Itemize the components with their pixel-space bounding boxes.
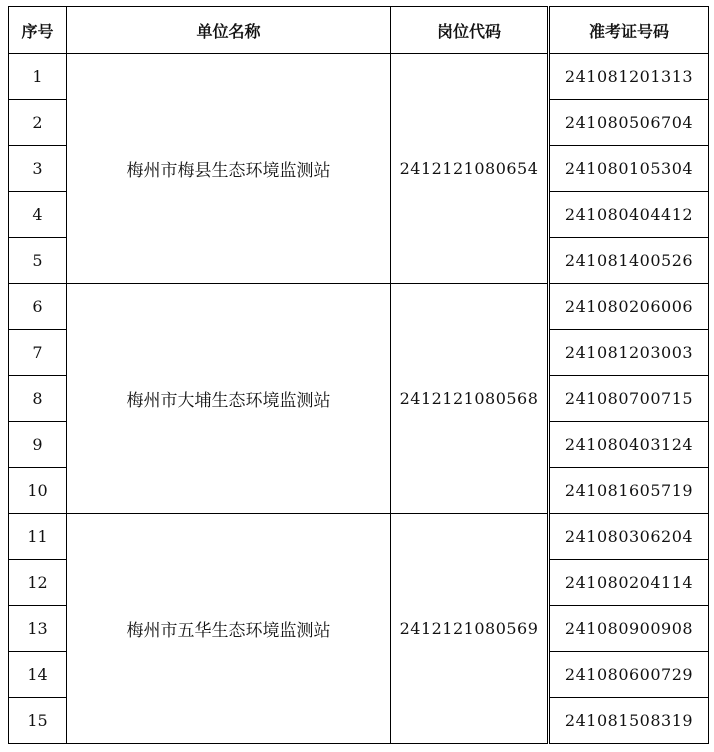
row-number: 13 [9, 606, 67, 652]
row-number: 3 [9, 146, 67, 192]
row-number: 12 [9, 560, 67, 606]
row-number: 6 [9, 284, 67, 330]
ticket-number: 241080900908 [549, 606, 709, 652]
ticket-number: 241081203003 [549, 330, 709, 376]
ticket-number: 241080700715 [549, 376, 709, 422]
ticket-number: 241080204114 [549, 560, 709, 606]
header-unit: 单位名称 [67, 7, 391, 54]
ticket-number: 241080206006 [549, 284, 709, 330]
row-number: 8 [9, 376, 67, 422]
header-ticket: 准考证号码 [549, 7, 709, 54]
ticket-number: 241081508319 [549, 698, 709, 744]
row-number: 4 [9, 192, 67, 238]
ticket-number: 241080404412 [549, 192, 709, 238]
row-number: 2 [9, 100, 67, 146]
row-number: 7 [9, 330, 67, 376]
unit-name: 梅州市梅县生态环境监测站 [67, 54, 391, 284]
ticket-number: 241080306204 [549, 514, 709, 560]
row-number: 14 [9, 652, 67, 698]
position-code: 2412121080569 [391, 514, 549, 744]
header-code: 岗位代码 [391, 7, 549, 54]
row-number: 9 [9, 422, 67, 468]
ticket-number: 241080105304 [549, 146, 709, 192]
table-row [9, 514, 709, 560]
row-number: 1 [9, 54, 67, 100]
position-code: 2412121080568 [391, 284, 549, 514]
unit-name: 梅州市五华生态环境监测站 [67, 514, 391, 744]
table-row [9, 54, 709, 100]
table-row [9, 284, 709, 330]
ticket-number: 241080600729 [549, 652, 709, 698]
header-row [9, 7, 709, 54]
row-number: 5 [9, 238, 67, 284]
ticket-number: 241081201313 [549, 54, 709, 100]
row-number: 11 [9, 514, 67, 560]
candidate-table [8, 6, 709, 744]
ticket-number: 241081400526 [549, 238, 709, 284]
position-code: 2412121080654 [391, 54, 549, 284]
header-no: 序号 [9, 7, 67, 54]
row-number: 15 [9, 698, 67, 744]
ticket-number: 241080506704 [549, 100, 709, 146]
ticket-number: 241080403124 [549, 422, 709, 468]
unit-name: 梅州市大埔生态环境监测站 [67, 284, 391, 514]
ticket-number: 241081605719 [549, 468, 709, 514]
row-number: 10 [9, 468, 67, 514]
